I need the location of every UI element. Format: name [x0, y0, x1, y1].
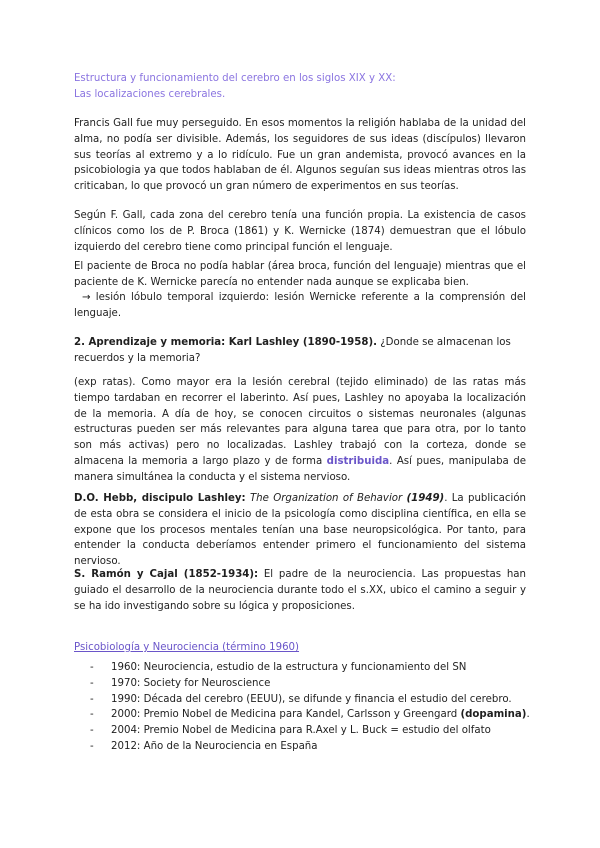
cajal-title: S. Ramón y Cajal (1852-1934): [74, 569, 259, 580]
timeline-item [90, 692, 530, 708]
distribuida-highlight: distribuida [326, 455, 390, 467]
timeline-item [90, 707, 530, 723]
list-dash: - [90, 709, 94, 721]
lashley-paragraph [74, 375, 526, 486]
gall-paragraph-1: Francis Gall fue muy perseguido. En esos momentos la religión hablaba de la unidad del alma, no podía ser divisible. Además, los seguidores de sus ideas (discípulos) llevaron sus teorías al extremo y a lo ridículo. Fue un gran andemista, provocó avances en la psicobiologia ya que todos hablaban de él. Algunos seguían sus ideas mientras otros las criticaban, lo que provocó un gran número de experimentos en sus teorías. [74, 118, 526, 193]
gall-paragraph-3: El paciente de Broca no podía hablar (área broca, función del lenguaje) mientras que el paciente de K. Wernicke parecía no entender nada aunque se explicaba bien. [74, 261, 526, 288]
timeline-heading [74, 640, 526, 656]
section-heading [74, 71, 526, 103]
list-dash: - [90, 725, 94, 737]
lashley-heading [74, 335, 526, 367]
lashley-title: 2. Aprendizaje y memoria: Karl Lashley (1890-1958). [74, 337, 377, 348]
timeline-list [90, 660, 530, 755]
timeline-item-text: 2012: Año de la Neurociencia en España [111, 740, 318, 752]
gall-paragraph-4: → lesión lóbulo temporal izquierdo: lesión Wernicke referente a la comprensión del lenguaje. [74, 292, 526, 319]
list-dash: - [90, 662, 94, 673]
heading-line-1: Estructura y funcionamiento del cerebro en los siglos XIX y XX: [74, 73, 396, 84]
list-dash: - [90, 740, 94, 752]
cajal-paragraph [74, 567, 526, 614]
hebb-body: . La publicación de esta obra se considera el inicio de la psicología como disciplina científica, en ella se expone que los procesos mentales tenían una base neuropsicológica. Por tanto, para entender la conducta deberíamos entender primero el funcionamiento del sistema nervioso. [74, 493, 527, 568]
timeline-item-text: 1970: Society for Neuroscience [111, 677, 271, 689]
timeline-item-text: 1960: Neurociencia, estudio de la estructura y funcionamiento del SN [111, 662, 467, 673]
gall-paragraph-2: Según F. Gall, cada zona del cerebro tenía una función propia. La existencia de casos clínicos como los de P. Broca (1861) y K. Wernicke (1874) demuestran que el lóbulo izquierdo del cerebro tiene como principal función el lenguaje. [74, 210, 526, 253]
timeline-item-text: 1990: Década del cerebro (EEUU), se difunde y financia el estudio del cerebro. [111, 693, 512, 705]
timeline-item [90, 660, 530, 676]
timeline-item [90, 723, 530, 739]
lashley-body-end: . Así pues, manipulaba de manera simultánea la conducta y el sistema nervioso. [74, 455, 526, 483]
cajal-body: El padre de la neurociencia. Las propuestas han guiado el desarrollo de la neurociencia durante todo el s.XX, ubico el camino a seguir y se ha ido investigando sobre su lógica y proposiciones. [74, 569, 526, 612]
lashley-question: ¿Donde se almacenan los recuerdos y la memoria? [74, 337, 511, 364]
list-dash: - [90, 677, 94, 689]
dopamina-bold: (dopamina) [460, 709, 527, 721]
timeline-item-text: 2000: Premio Nobel de Medicina para Kandel, Carlsson y Greengard [111, 709, 461, 721]
timeline-item [90, 676, 530, 692]
timeline-title: Psicobiología y Neurociencia (término 1960) [74, 642, 300, 653]
hebb-year: (1949) [406, 493, 445, 504]
hebb-title: D.O. Hebb, discipulo Lashley: [74, 493, 246, 504]
list-dash: - [90, 693, 94, 705]
lashley-body-start: (exp ratas). Como mayor era la lesión cerebral (tejido eliminado) de las ratas más tiempo tardaban en recorrer el laberinto. Así pues, Lashley no apoyaba la localización de la memoria. A día de hoy, se conocen circuitos o sistemas neuronales (algunas estructuras pueden ser más relevantes para alguna tarea que para otra, por lo tanto son más activas) pero no localizadas. Lashley trabajó con la corteza, donde se almacena la memoria a largo plazo y de forma [74, 377, 526, 467]
timeline-item-end: . [526, 709, 530, 721]
heading-line-2: Las localizaciones cerebrales. [74, 88, 226, 100]
timeline-item [90, 739, 530, 755]
hebb-paragraph [74, 491, 526, 570]
hebb-book-title: The Organization of Behavior [249, 493, 403, 504]
timeline-item-text: 2004: Premio Nobel de Medicina para R.Axel y L. Buck = estudio del olfato [111, 725, 491, 737]
